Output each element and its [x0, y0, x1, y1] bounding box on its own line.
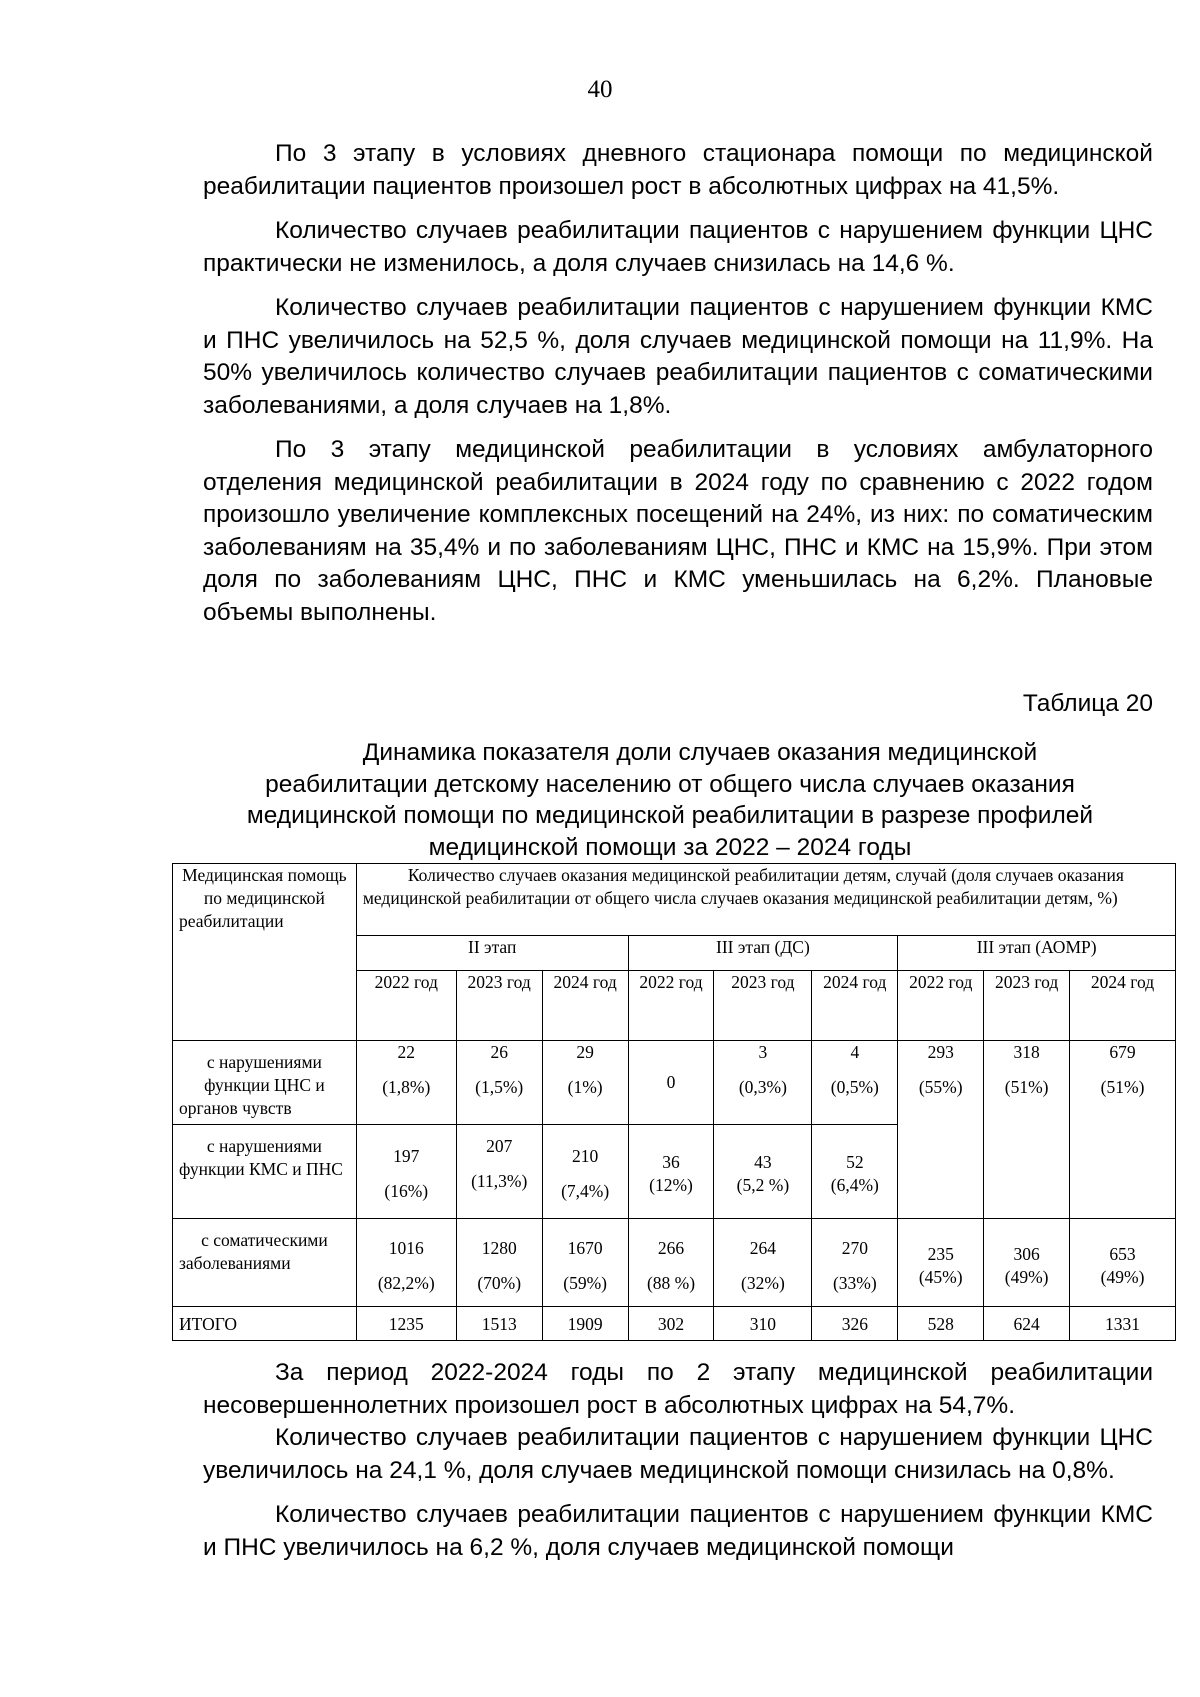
paragraph: По 3 этапу в условиях дневного стационара помощи по медицинской реабилитации пациентов произошел рост в абсолютных цифрах на 41,5%. [203, 140, 1153, 200]
table-title [220, 737, 1120, 863]
table-cell [628, 1041, 714, 1125]
cell-value: 1280 [481, 1238, 517, 1258]
table-title-line: Динамика показателя доли случаев оказания медицинской [362, 739, 1038, 766]
cell-percent: (0,5%) [830, 1077, 879, 1097]
cell-percent: (51%) [1004, 1077, 1049, 1097]
cell-percent: (6,4%) [830, 1175, 879, 1195]
cell-value: 1670 [567, 1238, 603, 1258]
year-header: 2024 год [1070, 971, 1176, 1041]
table-cell [628, 1219, 714, 1307]
cell-value: 1016 [388, 1238, 424, 1258]
table-cell [1070, 1041, 1176, 1219]
table-cell [812, 1219, 898, 1307]
paragraph: Количество случаев реабилитации пациентов с нарушением функции КМС и ПНС увеличилось на 6,2 %, доля случаев медицинской помощи [203, 1501, 1153, 1561]
table-cell [1070, 1219, 1176, 1307]
year-header: 2022 год [898, 971, 984, 1041]
cell-percent: (32%) [741, 1273, 785, 1293]
year-header: 2022 год [628, 971, 714, 1041]
cell-value: 270 [841, 1238, 868, 1258]
cell-value: 43 [754, 1152, 772, 1172]
table-title-line: медицинской помощи по медицинской реабилитации в разрезе профилей [246, 802, 1094, 829]
paragraph: Количество случаев реабилитации пациентов с нарушением функции ЦНС практически не изменилось, а доля случаев снизилась на 14,6 %. [203, 217, 1153, 277]
cell-percent: (55%) [918, 1077, 963, 1097]
cell-value: 22 [397, 1042, 416, 1062]
cell-percent: (49%) [1004, 1267, 1049, 1287]
paragraph: Количество случаев реабилитации пациентов с нарушением функции ЦНС увеличилось на 24,1 %, доля случаев медицинской помощи снизилась на 0,8%. [203, 1424, 1153, 1484]
cell-percent: (33%) [832, 1273, 877, 1293]
table-cell [984, 1041, 1070, 1219]
table-label: Таблица 20 [1022, 690, 1153, 717]
cell-value: 0 [666, 1072, 676, 1092]
cell-value: 26 [490, 1042, 508, 1062]
paragraph: По 3 этапу медицинской реабилитации в условиях амбулаторного отделения медицинской реабилитации в 2024 году по сравнению с 2022 годом произошло увеличение комплексных посещений на 24%, из них: по соматическим заболеваниям на 35,4% и по заболеваниям ЦНС, ПНС и КМС на 15,9%. При этом доля по заболеваниям ЦНС, ПНС и КМС уменьшилась на 6,2%. Плановые объемы выполнены. [203, 436, 1153, 626]
cell-value: 207 [486, 1136, 513, 1156]
table-title-line: реабилитации детскому населению от общего числа случаев оказания [265, 770, 1075, 798]
cell-percent: (59%) [563, 1273, 607, 1293]
paragraph: Количество случаев реабилитации пациентов с нарушением функции КМС и ПНС увеличилось на 52,5 %, доля случаев медицинской помощи на 11,9%. На 50% увеличилось количество случаев реабилитации пациентов с соматическими заболеваниями, а доля случаев на 1,8%. [203, 294, 1153, 419]
table-cell [628, 1125, 714, 1219]
cell-percent: (49%) [1100, 1267, 1145, 1287]
cell-percent: (1,8%) [382, 1077, 431, 1097]
total-cell: 302 [628, 1307, 714, 1341]
cell-percent: (11,3%) [471, 1171, 528, 1191]
year-header: 2024 год [812, 971, 898, 1041]
cell-percent: (7,4%) [561, 1181, 610, 1201]
cell-value: 36 [662, 1152, 680, 1172]
cell-percent: (16%) [384, 1181, 429, 1201]
total-cell: 528 [898, 1307, 984, 1341]
row-label: с нарушениями функции КМС и ПНС [173, 1125, 357, 1219]
total-cell: 1909 [542, 1307, 628, 1341]
corner-header: Медицинская помощь по медицинской реабилитации [173, 864, 357, 1041]
year-header: 2023 год [456, 971, 542, 1041]
table-cell [714, 1219, 812, 1307]
table-cell [898, 1219, 984, 1307]
table-cell [542, 1125, 628, 1219]
cell-value: 3 [758, 1042, 768, 1062]
rehab-table [172, 863, 1176, 1341]
row-label: с нарушениями функции ЦНС и органов чувств [173, 1041, 357, 1125]
main-header: Количество случаев оказания медицинской реабилитации детям, случай (доля случаев оказания медицинской реабилитации от общего числа случаев оказания медицинской реабилитации детям, %) [356, 864, 1175, 936]
total-cell: 624 [984, 1307, 1070, 1341]
cell-percent: (82,2%) [377, 1273, 435, 1293]
table-row [173, 1041, 1176, 1125]
cell-value: 318 [1013, 1042, 1040, 1062]
table-cell [714, 1041, 812, 1125]
cell-value: 235 [927, 1244, 954, 1264]
cell-percent: (88 %) [646, 1273, 696, 1293]
cell-percent: (51%) [1100, 1077, 1145, 1097]
cell-value: 306 [1013, 1244, 1040, 1264]
table-cell [456, 1219, 542, 1307]
table-cell [356, 1219, 456, 1307]
year-header: 2024 год [542, 971, 628, 1041]
table-cell [356, 1125, 456, 1219]
table-cell [984, 1219, 1070, 1307]
cell-value: 266 [657, 1238, 685, 1258]
total-label: ИТОГО [173, 1307, 357, 1341]
year-header: 2023 год [984, 971, 1070, 1041]
total-cell: 1331 [1070, 1307, 1176, 1341]
cell-percent: (70%) [477, 1273, 522, 1293]
cell-percent: (45%) [918, 1267, 963, 1287]
top-text-block [203, 138, 1153, 641]
cell-value: 29 [576, 1042, 594, 1062]
cell-percent: (1,5%) [475, 1077, 524, 1097]
table-cell [456, 1125, 542, 1219]
table-row [173, 1219, 1176, 1307]
cell-value: 264 [749, 1238, 777, 1258]
cell-percent: (1%) [567, 1077, 603, 1097]
cell-value: 52 [846, 1152, 864, 1172]
cell-value: 679 [1109, 1042, 1136, 1062]
total-cell: 326 [812, 1307, 898, 1341]
total-cell: 1235 [356, 1307, 456, 1341]
table-cell [812, 1041, 898, 1125]
row-label: с соматическими заболеваниями [173, 1219, 357, 1307]
table-cell [714, 1125, 812, 1219]
page-number: 40 [587, 76, 613, 103]
table-title-line: медицинской помощи за 2022 – 2024 годы [428, 833, 912, 861]
cell-percent: (12%) [649, 1175, 693, 1195]
table-cell [542, 1219, 628, 1307]
total-row [173, 1307, 1176, 1341]
total-cell: 310 [714, 1307, 812, 1341]
cell-value: 653 [1109, 1244, 1136, 1264]
year-header: 2022 год [356, 971, 456, 1041]
stage-header: III этап (ДС) [628, 936, 898, 971]
cell-value: 293 [927, 1042, 954, 1062]
table-cell [812, 1125, 898, 1219]
total-cell: 1513 [456, 1307, 542, 1341]
table-cell [356, 1041, 456, 1125]
cell-value: 4 [850, 1042, 860, 1062]
cell-percent: (5,2 %) [736, 1175, 790, 1195]
stage-header: II этап [356, 936, 628, 971]
cell-percent: (0,3%) [738, 1077, 787, 1097]
table-cell [542, 1041, 628, 1125]
table-cell [898, 1041, 984, 1219]
cell-value: 210 [571, 1146, 599, 1166]
table-cell [456, 1041, 542, 1125]
year-header: 2023 год [714, 971, 812, 1041]
cell-value: 197 [393, 1146, 420, 1166]
bottom-text-block [203, 1357, 1153, 1564]
paragraph: За период 2022-2024 годы по 2 этапу медицинской реабилитации несовершеннолетних произошел рост в абсолютных цифрах на 54,7%. [203, 1359, 1153, 1419]
stage-header: III этап (АОМР) [898, 936, 1176, 971]
